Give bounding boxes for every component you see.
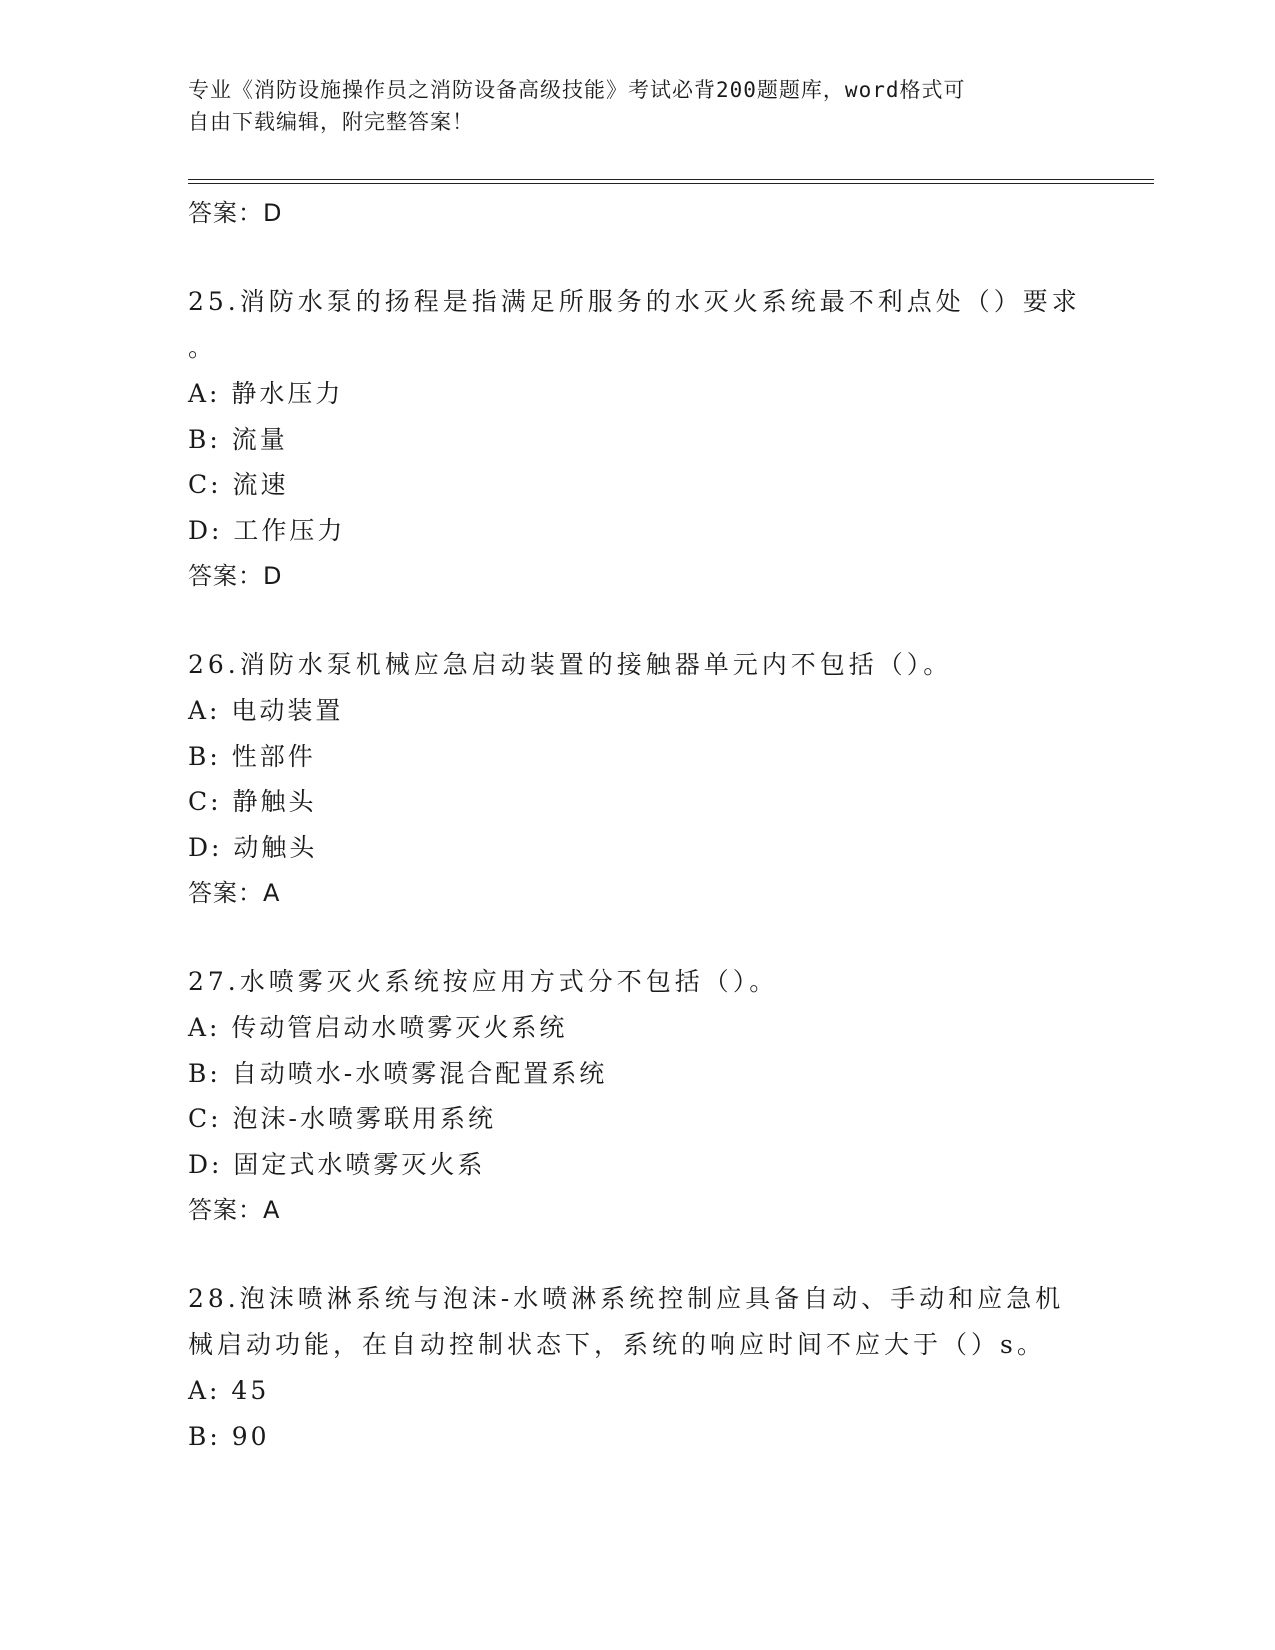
option-b: B: 流量 [188, 424, 288, 454]
answer-line: 答案：A [188, 879, 281, 907]
question-text-cont: 械启动功能，在自动控制状态下，系统的响应时间不应大于（）s。 [188, 1330, 1046, 1359]
answer-line: 答案：D [188, 562, 283, 590]
option-c: C: 静触头 [188, 787, 317, 816]
header-divider-bottom [188, 183, 1154, 184]
option-d: D: 动触头 [188, 832, 318, 862]
option-d: D: 固定式水喷雾灭火系 [188, 1149, 486, 1179]
question-27 [188, 959, 1088, 1233]
option-d: D: 工作压力 [188, 515, 346, 545]
document-header [188, 74, 1068, 138]
header-divider-top [188, 179, 1154, 180]
answer-line: 答案：A [188, 1196, 281, 1224]
question-text: 28.泡沫喷淋系统与泡沫-水喷淋系统控制应具备自动、手动和应急机 [188, 1284, 1065, 1313]
answer-line: 答案：D [188, 199, 283, 227]
option-a: A: 45 [188, 1376, 270, 1405]
option-a: A: 电动装置 [188, 696, 344, 725]
option-b: B: 自动喷水-水喷雾混合配置系统 [188, 1058, 608, 1088]
question-text-cont: 。 [188, 333, 218, 362]
option-b: B: 性部件 [188, 741, 316, 771]
header-line-2: 自由下载编辑，附完整答案！ [188, 110, 474, 134]
question-26 [188, 642, 1088, 916]
header-line-1: 专业《消防设施操作员之消防设备高级技能》考试必背200题题库，word格式可 [188, 78, 966, 102]
option-b: B: 90 [188, 1421, 270, 1451]
question-28 [188, 1276, 1088, 1459]
option-c: C: 流速 [188, 470, 289, 499]
question-25 [188, 279, 1088, 599]
document-body [188, 190, 1088, 1459]
option-c: C: 泡沫-水喷雾联用系统 [188, 1104, 496, 1133]
question-text: 26.消防水泵机械应急启动装置的接触器单元内不包括（）。 [188, 650, 953, 679]
question-text: 27.水喷雾灭火系统按应用方式分不包括（）。 [188, 967, 779, 996]
option-a: A: 传动管启动水喷雾灭火系统 [188, 1013, 568, 1042]
question-text: 25.消防水泵的扬程是指满足所服务的水灭火系统最不利点处（）要求 [188, 287, 1081, 316]
option-a: A: 静水压力 [188, 379, 344, 408]
